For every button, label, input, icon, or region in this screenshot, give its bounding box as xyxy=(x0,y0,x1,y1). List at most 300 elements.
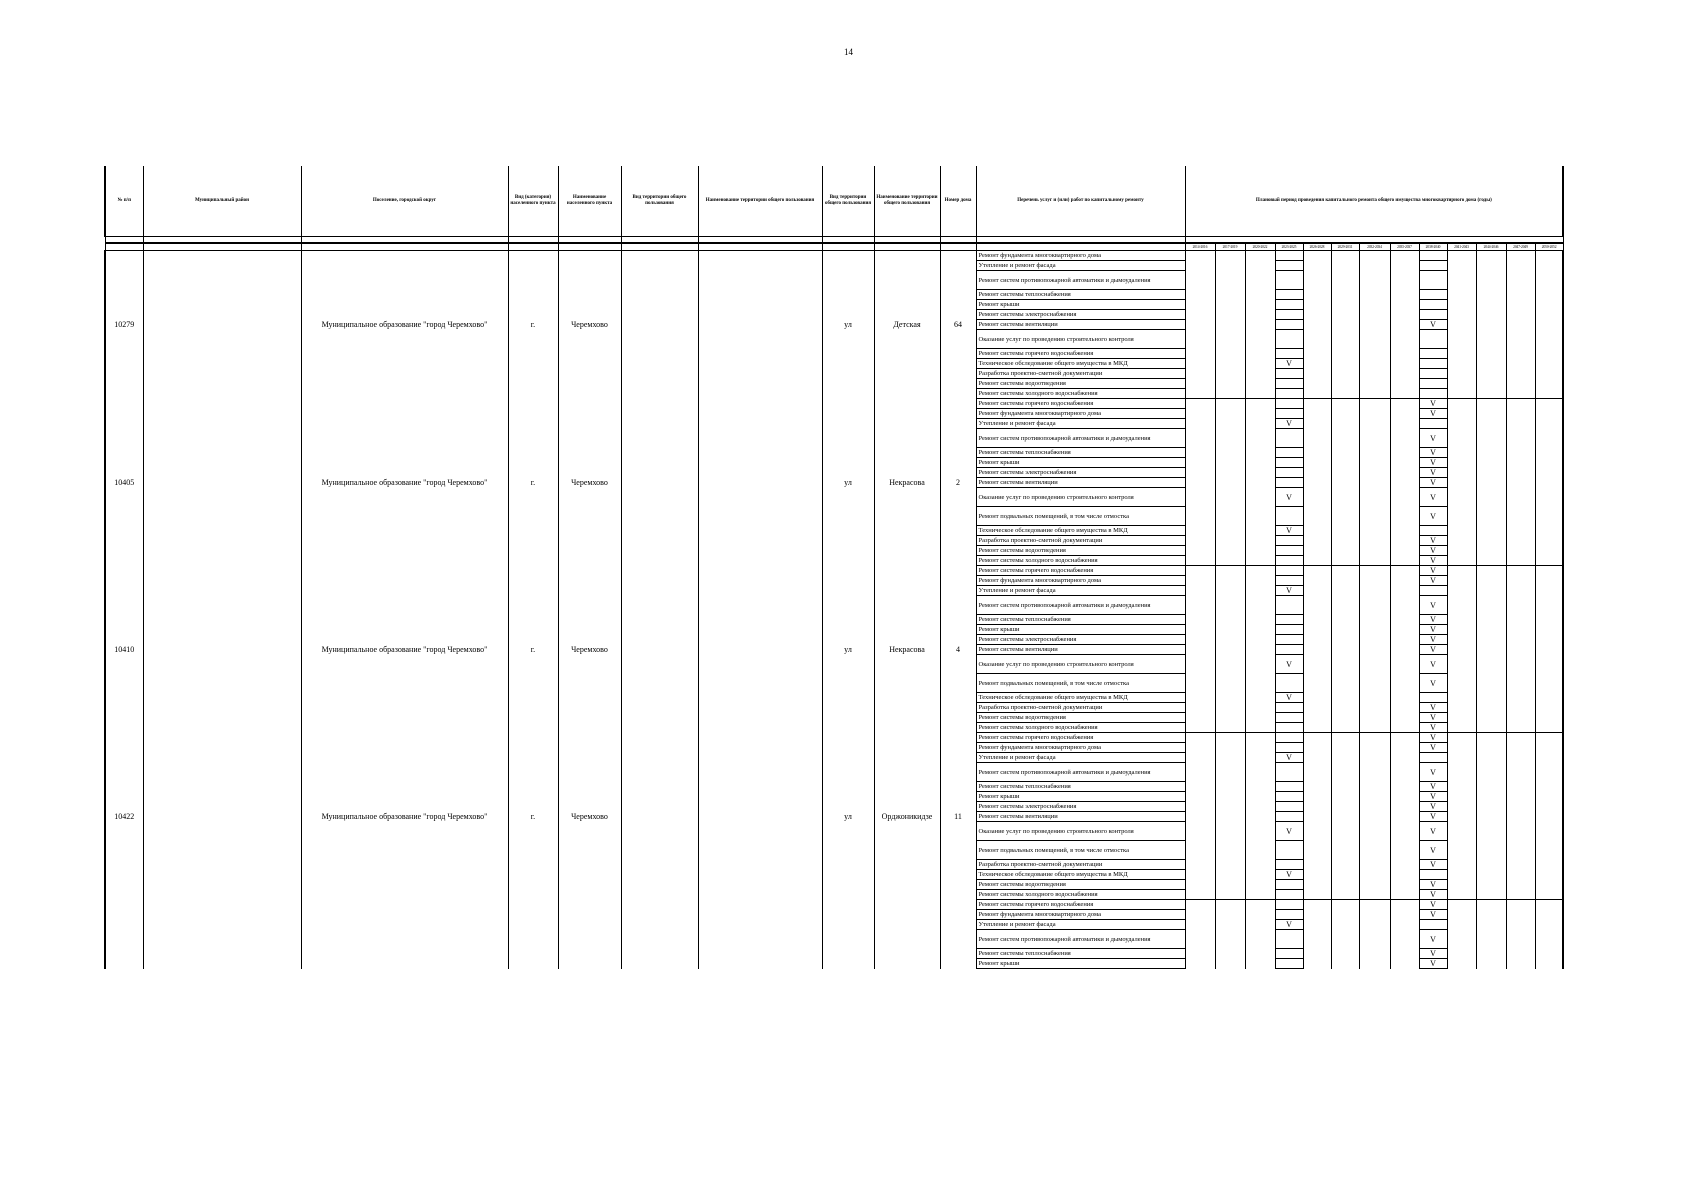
year-cell xyxy=(1476,753,1506,763)
year-cell xyxy=(1185,271,1215,290)
year-cell xyxy=(1245,713,1275,723)
year-cell xyxy=(1331,733,1359,743)
year-mark-2038-2040 xyxy=(1419,330,1447,349)
work-item: Ремонт систем противопожарной автоматики и дымоудаления xyxy=(976,596,1185,615)
year-cell xyxy=(1506,330,1535,349)
year-cell xyxy=(1476,655,1506,674)
year-cell xyxy=(1215,488,1245,507)
year-cell xyxy=(1476,546,1506,556)
year-cell xyxy=(1506,792,1535,802)
column-header: Муниципальный район xyxy=(143,166,301,237)
year-cell xyxy=(1185,349,1215,359)
year-cell xyxy=(1185,409,1215,419)
work-item: Ремонт систем противопожарной автоматики и дымоудаления xyxy=(976,930,1185,949)
year-cell xyxy=(1215,556,1245,566)
year-cell xyxy=(1359,526,1390,536)
work-item: Ремонт системы вентиляции xyxy=(976,812,1185,822)
year-cell xyxy=(1303,300,1331,310)
street-name xyxy=(874,900,940,969)
year-cell xyxy=(1359,930,1390,949)
year-cell xyxy=(1331,693,1359,703)
year-cell xyxy=(1245,635,1275,645)
work-item: Ремонт систем противопожарной автоматики и дымоудаления xyxy=(976,271,1185,290)
year-cell xyxy=(1535,870,1563,880)
year-cell xyxy=(1535,930,1563,949)
year-cell xyxy=(1215,703,1245,713)
year-cell xyxy=(1535,635,1563,645)
year-cell xyxy=(1506,271,1535,290)
year-cell xyxy=(1215,733,1245,743)
year-cell xyxy=(1535,713,1563,723)
year-cell xyxy=(1245,468,1275,478)
work-item: Ремонт системы горячего водоснабжения xyxy=(976,733,1185,743)
year-cell xyxy=(1331,458,1359,468)
work-item: Ремонт системы теплоснабжения xyxy=(976,615,1185,625)
year-cell xyxy=(1506,379,1535,389)
year-cell xyxy=(1506,753,1535,763)
year-cell xyxy=(1476,822,1506,841)
territory-name xyxy=(698,566,822,733)
year-cell xyxy=(1390,369,1419,379)
year-mark-2038-2040: V xyxy=(1419,655,1447,674)
year-cell xyxy=(1303,468,1331,478)
year-cell xyxy=(1331,586,1359,596)
year-cell xyxy=(1215,389,1245,399)
year-cell xyxy=(1447,566,1476,576)
work-item: Ремонт системы водоотведения xyxy=(976,713,1185,723)
year-cell xyxy=(1245,379,1275,389)
year-cell xyxy=(1447,645,1476,655)
years-spacer-cell xyxy=(508,243,558,251)
year-mark-2038-2040: V xyxy=(1419,320,1447,330)
year-cell xyxy=(1185,330,1215,349)
year-cell xyxy=(1506,625,1535,635)
year-cell xyxy=(1390,389,1419,399)
year-cell xyxy=(1476,959,1506,969)
year-cell xyxy=(1215,429,1245,448)
year-cell xyxy=(1245,349,1275,359)
year-cell xyxy=(1331,625,1359,635)
year-cell xyxy=(1390,526,1419,536)
year-cell xyxy=(1215,458,1245,468)
year-cell xyxy=(1359,693,1390,703)
year-cell xyxy=(1476,693,1506,703)
work-item: Ремонт системы водоотведения xyxy=(976,546,1185,556)
year-cell xyxy=(1185,468,1215,478)
street-type: ул xyxy=(822,733,874,900)
year-cell xyxy=(1185,870,1215,880)
year-cell xyxy=(1185,300,1215,310)
year-cell xyxy=(1185,488,1215,507)
year-cell xyxy=(1331,488,1359,507)
year-cell xyxy=(1359,763,1390,782)
table-row xyxy=(105,900,1563,910)
municipal-district xyxy=(143,900,301,969)
year-cell xyxy=(1331,359,1359,369)
year-cell xyxy=(1447,429,1476,448)
year-mark-2023-2025 xyxy=(1275,890,1303,900)
year-cell xyxy=(1245,330,1275,349)
year-cell xyxy=(1245,458,1275,468)
year-cell xyxy=(1359,458,1390,468)
work-item: Ремонт системы водоотведения xyxy=(976,379,1185,389)
year-cell xyxy=(1476,625,1506,635)
year-cell xyxy=(1390,419,1419,429)
year-cell xyxy=(1535,261,1563,271)
year-mark-2038-2040: V xyxy=(1419,488,1447,507)
year-cell xyxy=(1245,812,1275,822)
year-mark-2023-2025 xyxy=(1275,458,1303,468)
years-spacer-cell xyxy=(301,243,508,251)
year-cell xyxy=(1535,419,1563,429)
year-cell xyxy=(1476,743,1506,753)
year-cell xyxy=(1535,625,1563,635)
locality-type: г. xyxy=(508,566,558,733)
year-cell xyxy=(1535,586,1563,596)
year-cell xyxy=(1476,635,1506,645)
year-cell xyxy=(1535,655,1563,674)
year-cell xyxy=(1303,920,1331,930)
year-cell xyxy=(1447,763,1476,782)
year-cell xyxy=(1506,596,1535,615)
year-cell xyxy=(1506,763,1535,782)
year-cell xyxy=(1506,429,1535,448)
year-cell xyxy=(1506,959,1535,969)
year-cell xyxy=(1390,880,1419,890)
year-cell xyxy=(1506,369,1535,379)
street-name: Орджоникидзе xyxy=(874,733,940,900)
year-cell xyxy=(1215,596,1245,615)
year-cell xyxy=(1535,822,1563,841)
year-cell xyxy=(1359,429,1390,448)
work-item: Ремонт системы теплоснабжения xyxy=(976,290,1185,300)
year-cell xyxy=(1476,900,1506,910)
year-cell xyxy=(1535,615,1563,625)
year-cell xyxy=(1535,566,1563,576)
year-cell xyxy=(1506,507,1535,526)
work-item: Ремонт крыши xyxy=(976,792,1185,802)
year-cell xyxy=(1245,723,1275,733)
year-cell xyxy=(1185,536,1215,546)
year-cell xyxy=(1476,703,1506,713)
year-cell xyxy=(1390,409,1419,419)
year-cell xyxy=(1359,448,1390,458)
year-cell xyxy=(1359,556,1390,566)
year-cell xyxy=(1303,723,1331,733)
year-cell xyxy=(1331,753,1359,763)
work-item: Техническое обследование общего имущества в МКД xyxy=(976,870,1185,880)
year-mark-2023-2025: V xyxy=(1275,655,1303,674)
year-mark-2023-2025: V xyxy=(1275,359,1303,369)
year-cell xyxy=(1303,693,1331,703)
territory-type xyxy=(621,566,698,733)
year-cell xyxy=(1245,596,1275,615)
year-cell xyxy=(1535,576,1563,586)
year-mark-2023-2025 xyxy=(1275,743,1303,753)
year-cell xyxy=(1535,468,1563,478)
year-cell xyxy=(1303,802,1331,812)
year-cell xyxy=(1359,488,1390,507)
year-mark-2023-2025 xyxy=(1275,674,1303,693)
work-item: Ремонт фундамента многоквартирного дома xyxy=(976,743,1185,753)
year-cell xyxy=(1245,753,1275,763)
year-cell xyxy=(1535,507,1563,526)
year-cell xyxy=(1331,290,1359,300)
year-cell xyxy=(1359,703,1390,713)
year-mark-2038-2040 xyxy=(1419,753,1447,763)
year-cell xyxy=(1245,566,1275,576)
year-mark-2023-2025 xyxy=(1275,310,1303,320)
year-cell xyxy=(1215,802,1245,812)
year-mark-2038-2040: V xyxy=(1419,949,1447,959)
year-cell xyxy=(1215,261,1245,271)
year-cell xyxy=(1390,625,1419,635)
year-cell xyxy=(1303,261,1331,271)
year-cell xyxy=(1447,251,1476,261)
year-cell xyxy=(1359,812,1390,822)
year-cell xyxy=(1215,949,1245,959)
year-cell xyxy=(1535,733,1563,743)
year-cell xyxy=(1245,910,1275,920)
year-cell xyxy=(1506,478,1535,488)
year-cell xyxy=(1390,507,1419,526)
year-cell xyxy=(1535,300,1563,310)
year-cell xyxy=(1447,468,1476,478)
table-header xyxy=(105,166,1563,251)
year-mark-2023-2025 xyxy=(1275,448,1303,458)
work-item: Утепление и ремонт фасада xyxy=(976,920,1185,930)
year-cell xyxy=(1390,310,1419,320)
year-cell xyxy=(1185,546,1215,556)
year-cell xyxy=(1185,369,1215,379)
year-cell xyxy=(1359,586,1390,596)
year-cell xyxy=(1245,507,1275,526)
year-cell xyxy=(1303,448,1331,458)
year-mark-2023-2025 xyxy=(1275,349,1303,359)
year-cell xyxy=(1359,310,1390,320)
column-header: Перечень услуг и (или) работ по капитальному ремонту xyxy=(976,166,1185,237)
year-cell xyxy=(1390,468,1419,478)
year-cell xyxy=(1303,349,1331,359)
year-mark-2023-2025 xyxy=(1275,330,1303,349)
year-cell xyxy=(1331,596,1359,615)
work-item: Ремонт крыши xyxy=(976,300,1185,310)
year-cell xyxy=(1535,743,1563,753)
year-cell xyxy=(1506,536,1535,546)
year-mark-2038-2040 xyxy=(1419,251,1447,261)
work-item: Утепление и ремонт фасада xyxy=(976,586,1185,596)
year-cell xyxy=(1245,576,1275,586)
year-cell xyxy=(1245,251,1275,261)
table-row xyxy=(105,251,1563,261)
year-cell xyxy=(1215,782,1245,792)
year-cell xyxy=(1303,635,1331,645)
year-cell xyxy=(1185,802,1215,812)
year-period-header: 2035-2037 xyxy=(1390,243,1419,251)
year-cell xyxy=(1359,802,1390,812)
year-cell xyxy=(1535,526,1563,536)
year-cell xyxy=(1506,635,1535,645)
year-cell xyxy=(1390,566,1419,576)
year-cell xyxy=(1185,782,1215,792)
year-cell xyxy=(1447,536,1476,546)
year-cell xyxy=(1245,920,1275,930)
year-cell xyxy=(1303,399,1331,409)
year-cell xyxy=(1331,419,1359,429)
year-cell xyxy=(1535,959,1563,969)
locality-name: Черемхово xyxy=(558,733,621,900)
year-cell xyxy=(1303,429,1331,448)
year-cell xyxy=(1359,822,1390,841)
year-cell xyxy=(1303,290,1331,300)
year-mark-2038-2040 xyxy=(1419,359,1447,369)
year-cell xyxy=(1331,349,1359,359)
year-cell xyxy=(1303,655,1331,674)
year-cell xyxy=(1303,546,1331,556)
year-cell xyxy=(1390,448,1419,458)
year-cell xyxy=(1331,890,1359,900)
year-cell xyxy=(1215,822,1245,841)
year-cell xyxy=(1476,920,1506,930)
year-cell xyxy=(1245,860,1275,870)
year-cell xyxy=(1390,300,1419,310)
year-cell xyxy=(1185,860,1215,870)
year-cell xyxy=(1359,949,1390,959)
year-cell xyxy=(1506,546,1535,556)
year-cell xyxy=(1506,468,1535,478)
territory-name xyxy=(698,900,822,969)
year-cell xyxy=(1215,674,1245,693)
year-cell xyxy=(1506,310,1535,320)
settlement-name xyxy=(301,900,508,969)
year-cell xyxy=(1359,880,1390,890)
year-cell xyxy=(1303,615,1331,625)
year-cell xyxy=(1303,251,1331,261)
year-cell xyxy=(1359,645,1390,655)
year-cell xyxy=(1476,526,1506,536)
year-cell xyxy=(1447,320,1476,330)
year-cell xyxy=(1476,910,1506,920)
year-cell xyxy=(1303,586,1331,596)
year-cell xyxy=(1447,930,1476,949)
year-mark-2038-2040: V xyxy=(1419,733,1447,743)
year-mark-2023-2025 xyxy=(1275,625,1303,635)
year-mark-2038-2040: V xyxy=(1419,536,1447,546)
year-mark-2023-2025 xyxy=(1275,910,1303,920)
year-cell xyxy=(1476,419,1506,429)
column-header: Наименование населенного пункта xyxy=(558,166,621,237)
year-cell xyxy=(1185,890,1215,900)
year-mark-2038-2040: V xyxy=(1419,478,1447,488)
year-mark-2038-2040: V xyxy=(1419,703,1447,713)
work-item: Ремонт системы электроснабжения xyxy=(976,802,1185,812)
years-spacer-cell xyxy=(698,243,822,251)
year-cell xyxy=(1245,782,1275,792)
year-cell xyxy=(1447,300,1476,310)
year-cell xyxy=(1215,251,1245,261)
work-item: Оказание услуг по проведению строительного контроля xyxy=(976,330,1185,349)
year-cell xyxy=(1476,880,1506,890)
year-mark-2023-2025 xyxy=(1275,300,1303,310)
year-cell xyxy=(1331,271,1359,290)
year-cell xyxy=(1185,645,1215,655)
row-number: 10422 xyxy=(105,733,143,900)
year-cell xyxy=(1390,870,1419,880)
year-cell xyxy=(1447,419,1476,429)
work-item: Техническое обследование общего имущества в МКД xyxy=(976,526,1185,536)
work-item: Ремонт системы холодного водоснабжения xyxy=(976,389,1185,399)
work-item: Ремонт системы вентиляции xyxy=(976,320,1185,330)
year-cell xyxy=(1535,880,1563,890)
year-mark-2023-2025 xyxy=(1275,399,1303,409)
year-mark-2023-2025 xyxy=(1275,251,1303,261)
year-cell xyxy=(1215,409,1245,419)
territory-name xyxy=(698,251,822,399)
year-cell xyxy=(1303,625,1331,635)
year-cell xyxy=(1390,822,1419,841)
year-cell xyxy=(1185,566,1215,576)
year-cell xyxy=(1245,261,1275,271)
year-cell xyxy=(1303,379,1331,389)
year-cell xyxy=(1245,320,1275,330)
year-cell xyxy=(1390,290,1419,300)
year-cell xyxy=(1215,566,1245,576)
house-number: 11 xyxy=(940,733,976,900)
work-item: Утепление и ремонт фасада xyxy=(976,419,1185,429)
year-mark-2038-2040 xyxy=(1419,369,1447,379)
year-cell xyxy=(1447,635,1476,645)
year-cell xyxy=(1506,576,1535,586)
year-cell xyxy=(1303,536,1331,546)
year-mark-2023-2025 xyxy=(1275,556,1303,566)
year-cell xyxy=(1506,812,1535,822)
street-type: ул xyxy=(822,399,874,566)
year-cell xyxy=(1331,566,1359,576)
locality-type: г. xyxy=(508,733,558,900)
year-cell xyxy=(1185,251,1215,261)
year-cell xyxy=(1506,615,1535,625)
year-cell xyxy=(1447,507,1476,526)
year-cell xyxy=(1447,753,1476,763)
work-item: Ремонт системы горячего водоснабжения xyxy=(976,349,1185,359)
settlement-name: Муниципальное образование "город Черемхово" xyxy=(301,399,508,566)
year-cell xyxy=(1303,703,1331,713)
year-mark-2023-2025 xyxy=(1275,566,1303,576)
year-cell xyxy=(1331,409,1359,419)
year-cell xyxy=(1390,546,1419,556)
year-cell xyxy=(1359,841,1390,860)
year-cell xyxy=(1185,310,1215,320)
row-number: 10410 xyxy=(105,566,143,733)
year-cell xyxy=(1185,379,1215,389)
years-spacer-cell xyxy=(874,243,940,251)
year-cell xyxy=(1215,526,1245,536)
year-cell xyxy=(1303,566,1331,576)
year-mark-2023-2025 xyxy=(1275,507,1303,526)
year-cell xyxy=(1185,478,1215,488)
year-cell xyxy=(1185,320,1215,330)
year-cell xyxy=(1506,419,1535,429)
year-cell xyxy=(1303,320,1331,330)
year-mark-2023-2025 xyxy=(1275,645,1303,655)
year-mark-2023-2025 xyxy=(1275,812,1303,822)
year-cell xyxy=(1245,870,1275,880)
year-cell xyxy=(1331,860,1359,870)
year-cell xyxy=(1447,458,1476,468)
year-cell xyxy=(1185,674,1215,693)
year-cell xyxy=(1245,536,1275,546)
work-item: Техническое обследование общего имущества в МКД xyxy=(976,693,1185,703)
